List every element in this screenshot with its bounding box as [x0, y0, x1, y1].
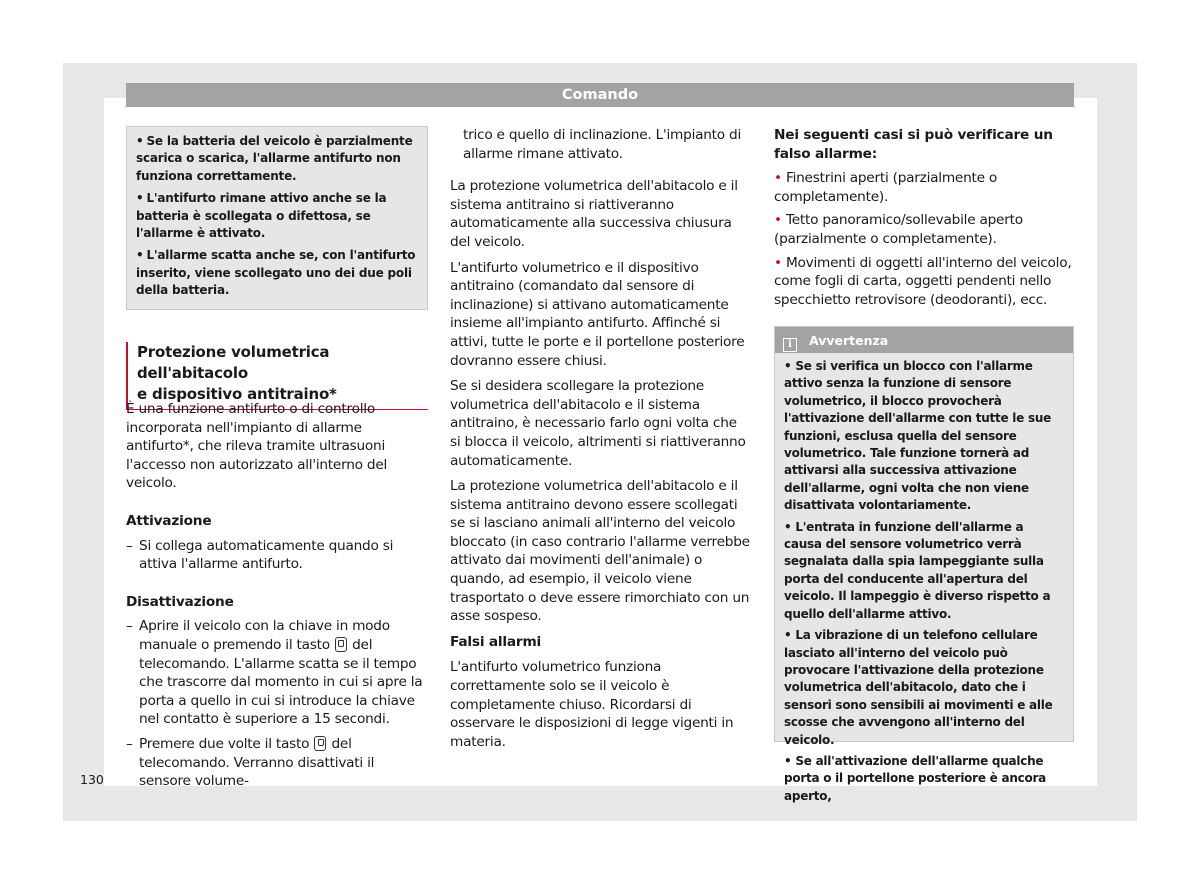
continued-text: trico e quello di inclinazione. L'impianto di allarme rimane attivato.	[463, 127, 742, 162]
note-item: • L'antifurto rimane attivo anche se la batteria è scollegata o difettosa, se l'allarme è attivato.	[136, 191, 387, 241]
warning-body	[775, 353, 1073, 805]
list-item: • Finestrini aperti (parzialmente o completamente).	[774, 170, 998, 205]
page-number: 130	[80, 772, 104, 787]
paragraph: La protezione volumetrica dell'abitacolo e il sistema antitraino si riattiveranno automaticamente alla successiva chiusura del veicolo.	[450, 178, 738, 250]
warning-item: • Se si verifica un blocco con l'allarme attivo senza la funzione di sensore volumetrico, il blocco provocherà l'attivazione dell'allarme con tutte le sue funzioni, esclusa quella del sensore volumetrico. Tale funzione tornerà ad attivarsi alla successiva attivazione dell'allarme, ogni volta che non viene disattivata volontariamente.	[784, 359, 1052, 513]
paragraph: La protezione volumetrica dell'abitacolo e il sistema antitraino devono essere scollegati se si lasciano animali all'interno del veicolo bloccato (in caso contrario l'allarme verrebbe attivato dai movimenti dell'animale) o quando, ad esempio, il veicolo viene trasportato o deve essere rimorchiato con un asse sospeso.	[450, 478, 750, 625]
false-alarms-title: Falsi allarmi	[450, 633, 542, 650]
list-item: • Tetto panoramico/sollevabile aperto (parzialmente o completamente).	[774, 212, 1023, 247]
key-lock-icon	[314, 736, 326, 751]
right-column	[774, 126, 1074, 309]
warning-title: Avvertenza	[809, 333, 889, 348]
deactivation-title: Disattivazione	[126, 593, 234, 610]
note-item: • Se la batteria del veicolo è parzialmente scarica o scarica, l'allarme antifurto non funziona correttamente.	[136, 134, 413, 183]
warning-item: • L'entrata in funzione dell'allarme a causa del sensore volumetrico verrà segnalata dalla spia lampeggiante sulla porta del conducente all'apertura del veicolo. Il lampeggio è diverso rispetto a quello dell'allarme attivo.	[784, 519, 1051, 621]
activation-item: – Si collega automaticamente quando si attiva l'allarme antifurto.	[126, 537, 394, 573]
warning-header	[775, 327, 1073, 353]
activation-title: Attivazione	[126, 512, 212, 529]
section-heading-line1: Protezione volumetrica dell'abitacolo	[137, 343, 330, 382]
bullet-icon: •	[774, 170, 782, 187]
section-intro: È una funzione antifurto o di controllo incorporata nell'impianto di allarme antifurto*, che rileva tramite ultrasuoni l'accesso non autorizzato all'interno del veicolo.	[126, 401, 388, 492]
left-column	[126, 126, 428, 310]
key-lock-icon	[335, 637, 347, 652]
info-icon: i	[783, 338, 797, 352]
warning-item: • Se all'attivazione dell'allarme qualche porta o il portellone posteriore è ancora aperto,	[784, 753, 1046, 803]
left-column-body	[126, 400, 428, 791]
paragraph: Se si desidera scollegare la protezione volumetrica dell'abitacolo e il sistema antitraino, è necessario farlo ogni volta che si blocca il veicolo, altrimenti si riattiveranno automaticamente.	[450, 378, 746, 469]
warning-item: • La vibrazione di un telefono cellulare lasciato all'interno del veicolo può provocare l'attivazione della protezione volumetrica dell'abitacolo, dato che i sensori sono sensibili ai movimenti e alle scosse che avvengono all'interno del veicolo.	[784, 628, 1053, 747]
paragraph: L'antifurto volumetrico funziona correttamente solo se il veicolo è completamente chiuso. Ricordarsi di osservare le disposizioni di legge vigenti in materia.	[450, 659, 734, 750]
paragraph: L'antifurto volumetrico e il dispositivo antitraino (comandato dal sensore di inclinazione) si attivano automaticamente insieme all'impianto antifurto. Affinché si attivi, tutte le porte e il portellone posteriore dovranno essere chiusi.	[450, 259, 745, 369]
false-alarm-intro: Nei seguenti casi si può verificare un falso allarme:	[774, 127, 1053, 162]
deactivation-item: – Aprire il veicolo con la chiave in modo manuale o premendo il tasto del telecomando. L'allarme scatta se il tempo che trascorre dal momento in cui si apre la porta a quello in cui si introduce la chiave nel contatto è superiore a 15 secondi.	[126, 618, 423, 728]
note-box	[126, 126, 428, 310]
section-heading-line2: e dispositivo antitraino*	[137, 385, 337, 403]
warning-box	[774, 326, 1074, 803]
middle-column	[450, 126, 750, 751]
note-item: • L'allarme scatta anche se, con l'antifurto inserito, viene scollegato uno dei due poli della batteria.	[136, 248, 416, 298]
bullet-icon: •	[774, 212, 782, 229]
bullet-icon: •	[774, 254, 782, 271]
list-item: • Movimenti di oggetti all'interno del veicolo, come fogli di carta, oggetti pendenti nello specchietto retrovisore (deodoranti), ecc.	[774, 254, 1072, 308]
chapter-header: Comando	[126, 83, 1074, 107]
deactivation-item: – Premere due volte il tasto del telecomando. Verranno disattivati il sensore volume-	[126, 735, 375, 790]
